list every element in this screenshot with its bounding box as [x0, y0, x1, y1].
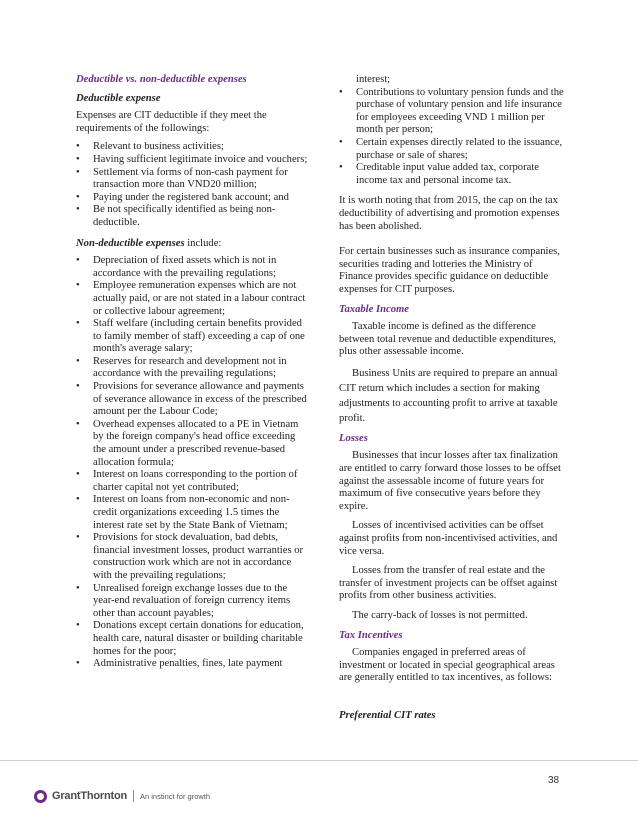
deductible-heading: Deductible expense	[76, 92, 161, 104]
continued-item: interest;	[356, 74, 391, 85]
advertising-paragraph: It is worth noting that from 2015, the cap on the tax deductibility of advertising and promotion expenses has been abolished.	[339, 195, 560, 232]
list-item: • Provisions for stock devaluation, bad debts, financial investment losses, product warranties or construction work which are not in accordance with the prevailing regulations;	[76, 532, 308, 582]
list-item: • Unrealised foreign exchange losses due to the year-end revaluation of foreign currency items other than account payables;	[76, 583, 308, 621]
list-item: • Creditable input value added tax, corporate income tax and personal income tax.	[339, 162, 567, 187]
list-item: • Certain expenses directly related to the issuance, purchase or sale of shares;	[339, 137, 567, 162]
list-item: • Be not specifically identified as being non-deductible.	[76, 204, 308, 229]
brand-tagline: An instinct for growth	[140, 791, 211, 801]
list-item: • Overhead expenses allocated to a PE in Vietnam by the foreign company's head office exceeding the amount under a prescribed revenue-based allocation formula;	[76, 419, 308, 469]
right-column	[339, 74, 567, 728]
nondeductible-heading: Non-deductible expenses	[76, 237, 185, 249]
nondeductible-suffix: include:	[184, 237, 222, 249]
losses-paragraph-3: Losses from the transfer of real estate and the transfer of investment projects can be offset against profits from other business activities.	[339, 565, 558, 602]
list-item: • Paying under the registered bank account; and	[76, 192, 308, 205]
deductible-list	[76, 141, 308, 229]
section-title-deductible: Deductible vs. non-deductible expenses	[76, 74, 247, 85]
taxable-paragraph-2: Business Units are required to prepare an annual CIT return which includes a section for making adjustments to accounting profit to arrive at taxable profit.	[339, 367, 558, 424]
page-number: 38	[548, 775, 560, 786]
list-item: • Interest on loans from non-economic and non-credit organizations exceeding 1.5 times the interest rate set by the State Bank of Vietnam;	[76, 494, 308, 532]
losses-paragraph-2: Losses of incentivised activities can be offset against profits from non-incentivised activities, and vice versa.	[339, 520, 558, 557]
list-item: • Staff welfare (including certain benefits provided to family member of staff) exceeding a cap of one month's average salary;	[76, 318, 308, 356]
businesses-paragraph: For certain businesses such as insurance companies, securities trading and lotteries the Ministry of Finance provides specific guidance on deductible expenses for CIT purposes.	[339, 246, 560, 295]
list-item: • Depreciation of fixed assets which is not in accordance with the prevailing regulations;	[76, 255, 308, 280]
list-item: • Donations except certain donations for education, health care, natural disaster or building charitable homes for the poor;	[76, 620, 308, 658]
tax-incentives-heading: Tax Incentives	[339, 629, 403, 641]
taxable-income-heading: Taxable Income	[339, 303, 409, 315]
list-item: • Reserves for research and development not in accordance with the prevailing regulations;	[76, 356, 308, 381]
left-column	[76, 74, 308, 679]
list-item: • Having sufficient legitimate invoice and vouchers;	[76, 154, 308, 167]
grant-thornton-logo-icon	[34, 790, 47, 803]
taxable-paragraph-1: Taxable income is defined as the difference between total revenue and deductible expenditures, plus other assessable income.	[339, 321, 557, 358]
footer-divider	[0, 760, 638, 761]
list-item: • Administrative penalties, fines, late payment	[76, 658, 308, 671]
list-item: • Settlement via forms of non-cash payment for transaction more than VND20 million;	[76, 167, 308, 192]
preferential-cit-heading: Preferential CIT rates	[339, 709, 436, 721]
nondeductible-list-continued	[339, 87, 567, 188]
logo-divider	[133, 790, 134, 802]
incentives-paragraph: Companies engaged in preferred areas of investment or located in special geographical areas are generally entitled to tax incentives, as follows:	[339, 647, 555, 684]
list-item: • Provisions for severance allowance and payments of severance allowance in excess of the prescribed amount per the Labour Code;	[76, 381, 308, 419]
list-item: • Employee remuneration expenses which are not actually paid, or are not stated in a labour contract or collective labour agreement;	[76, 280, 308, 318]
losses-paragraph-4: The carry-back of losses is not permitted.	[352, 610, 528, 621]
list-item: • Contributions to voluntary pension funds and the purchase of voluntary pension and life insurance for employees exceeding VND 1 million per month per person;	[339, 87, 567, 137]
grant-thornton-logo	[34, 787, 210, 805]
list-item: • Relevant to business activities;	[76, 141, 308, 154]
losses-heading: Losses	[339, 432, 368, 444]
list-item: • Interest on loans corresponding to the portion of charter capital not yet contributed;	[76, 469, 308, 494]
spacer	[339, 692, 567, 710]
nondeductible-list	[76, 255, 308, 671]
brand-name: GrantThornton	[52, 790, 127, 802]
nondeductible-heading-line	[76, 238, 308, 251]
deductible-intro: Expenses are CIT deductible if they meet the requirements of the followings:	[76, 110, 267, 134]
losses-paragraph-1: Businesses that incur losses after tax finalization are entitled to carry forward those losses to be offset against the assessable income of future years for maximum of five consecutive years before they expire.	[339, 450, 561, 512]
